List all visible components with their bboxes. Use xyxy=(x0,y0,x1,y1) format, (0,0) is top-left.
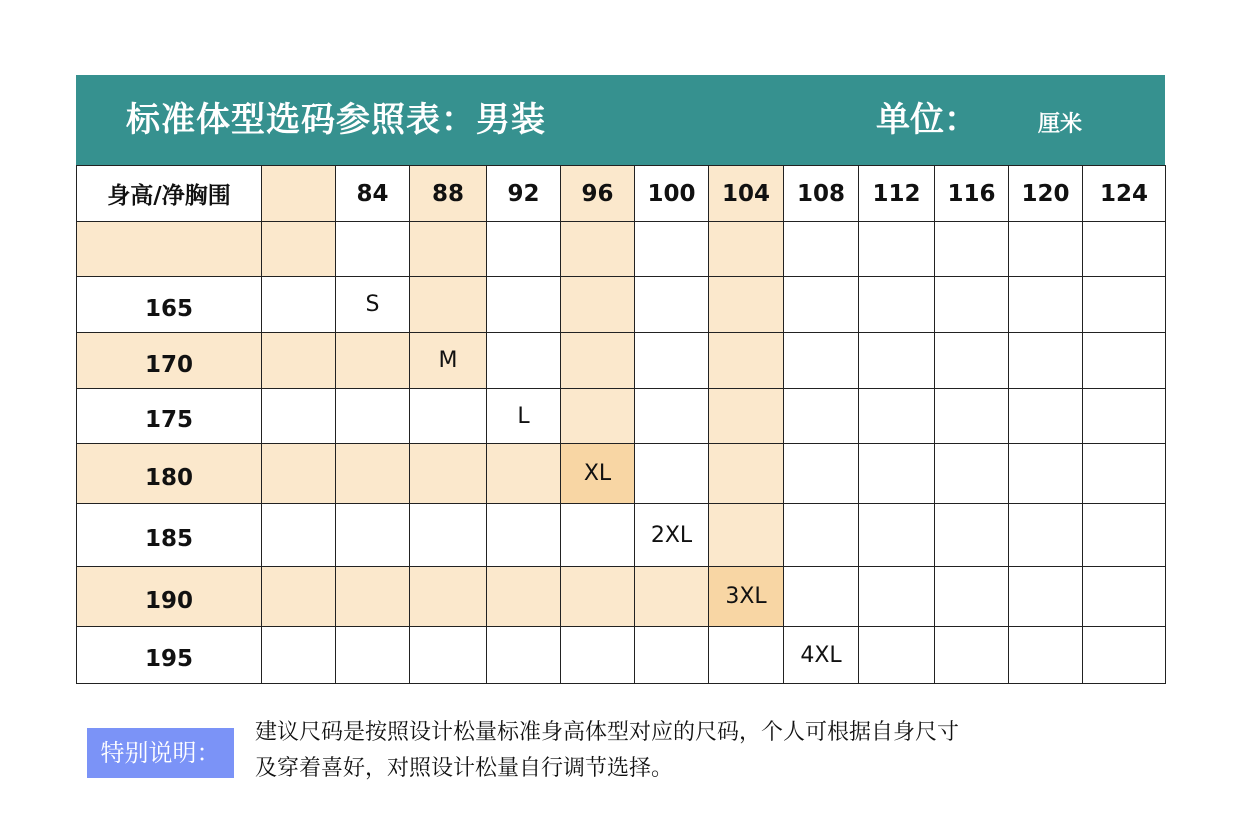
table-row xyxy=(77,389,1166,444)
table-cell xyxy=(336,222,410,277)
table-cell xyxy=(635,222,709,277)
table-cell xyxy=(709,333,784,389)
table-cell xyxy=(410,504,487,567)
row-height-label: 165 xyxy=(77,277,262,333)
table-cell xyxy=(1083,627,1166,684)
table-cell xyxy=(336,504,410,567)
table-cell xyxy=(784,504,859,567)
table-cell: XL xyxy=(561,444,635,504)
size-table xyxy=(76,165,1166,684)
table-cell: L xyxy=(487,389,561,444)
column-header: 112 xyxy=(859,166,935,222)
table-cell xyxy=(262,389,336,444)
row-height-label: 170 xyxy=(77,333,262,389)
table-cell xyxy=(262,504,336,567)
table-cell: S xyxy=(336,277,410,333)
table-cell xyxy=(561,389,635,444)
table-cell xyxy=(1083,444,1166,504)
column-header: 96 xyxy=(561,166,635,222)
table-cell xyxy=(1083,277,1166,333)
table-cell xyxy=(1083,333,1166,389)
table-cell xyxy=(1009,277,1083,333)
table-cell xyxy=(1009,333,1083,389)
column-header: 108 xyxy=(784,166,859,222)
column-header: 88 xyxy=(410,166,487,222)
table-cell xyxy=(935,389,1009,444)
row-height-label: 180 xyxy=(77,444,262,504)
table-cell xyxy=(859,444,935,504)
table-cell xyxy=(784,333,859,389)
table-cell xyxy=(935,277,1009,333)
table-cell xyxy=(635,277,709,333)
table-cell xyxy=(487,627,561,684)
table-header-row xyxy=(77,166,1166,222)
table-cell xyxy=(561,627,635,684)
table-cell xyxy=(561,222,635,277)
table-cell xyxy=(561,567,635,627)
table-cell xyxy=(935,444,1009,504)
table-cell xyxy=(935,504,1009,567)
column-header: 116 xyxy=(935,166,1009,222)
table-cell xyxy=(262,444,336,504)
table-cell xyxy=(709,389,784,444)
table-cell xyxy=(1083,222,1166,277)
table-cell xyxy=(1083,389,1166,444)
row-height-label: 195 xyxy=(77,627,262,684)
table-cell xyxy=(935,222,1009,277)
table-cell xyxy=(859,277,935,333)
table-cell xyxy=(262,277,336,333)
column-header: 124 xyxy=(1083,166,1166,222)
row-height-label: 190 xyxy=(77,567,262,627)
column-header: 100 xyxy=(635,166,709,222)
table-cell xyxy=(709,277,784,333)
table-cell xyxy=(709,444,784,504)
table-cell xyxy=(336,627,410,684)
table-cell xyxy=(336,567,410,627)
column-header: 120 xyxy=(1009,166,1083,222)
table-cell xyxy=(935,333,1009,389)
table-cell xyxy=(262,333,336,389)
table-cell xyxy=(410,389,487,444)
table-cell xyxy=(784,444,859,504)
table-row xyxy=(77,567,1166,627)
table-cell xyxy=(709,627,784,684)
table-cell xyxy=(635,389,709,444)
table-cell xyxy=(859,333,935,389)
row-height-label: 175 xyxy=(77,389,262,444)
table-cell xyxy=(487,222,561,277)
table-cell xyxy=(1009,567,1083,627)
table-cell xyxy=(561,277,635,333)
table-cell xyxy=(262,222,336,277)
table-cell: M xyxy=(410,333,487,389)
table-cell xyxy=(635,567,709,627)
table-cell xyxy=(410,567,487,627)
table-cell xyxy=(1009,222,1083,277)
table-cell xyxy=(487,277,561,333)
note-badge: 特别说明： xyxy=(87,728,234,778)
table-cell xyxy=(935,627,1009,684)
table-cell xyxy=(859,222,935,277)
table-cell xyxy=(859,389,935,444)
table-row xyxy=(77,627,1166,684)
column-header xyxy=(262,166,336,222)
table-row xyxy=(77,444,1166,504)
table-cell xyxy=(1009,504,1083,567)
table-row xyxy=(77,277,1166,333)
row-height-label xyxy=(77,222,262,277)
table-cell: 3XL xyxy=(709,567,784,627)
table-cell xyxy=(1009,444,1083,504)
table-row xyxy=(77,222,1166,277)
table-cell xyxy=(635,444,709,504)
table-cell xyxy=(784,567,859,627)
table-cell xyxy=(410,444,487,504)
column-header: 104 xyxy=(709,166,784,222)
table-cell xyxy=(336,389,410,444)
chart-title: 标准体型选码参照表：男装 xyxy=(126,100,546,140)
table-cell xyxy=(709,222,784,277)
table-cell xyxy=(784,277,859,333)
note-line-2: 及穿着喜好，对照设计松量自行调节选择。 xyxy=(255,756,674,781)
unit-label: 单位： xyxy=(876,100,978,140)
table-cell xyxy=(635,627,709,684)
table-cell xyxy=(410,222,487,277)
table-cell xyxy=(935,567,1009,627)
chart-header xyxy=(76,75,1165,165)
table-cell xyxy=(487,333,561,389)
table-cell: 2XL xyxy=(635,504,709,567)
table-cell xyxy=(487,444,561,504)
table-cell xyxy=(561,333,635,389)
table-cell xyxy=(635,333,709,389)
table-cell: 4XL xyxy=(784,627,859,684)
table-cell xyxy=(709,504,784,567)
table-cell xyxy=(1083,567,1166,627)
table-cell xyxy=(487,504,561,567)
table-cell xyxy=(1083,504,1166,567)
table-cell xyxy=(410,277,487,333)
table-cell xyxy=(859,627,935,684)
row-height-label: 185 xyxy=(77,504,262,567)
table-cell xyxy=(859,504,935,567)
table-cell xyxy=(859,567,935,627)
column-header: 84 xyxy=(336,166,410,222)
table-cell xyxy=(784,222,859,277)
table-cell xyxy=(410,627,487,684)
table-cell xyxy=(336,444,410,504)
note-text xyxy=(255,715,1155,787)
table-cell xyxy=(561,504,635,567)
column-header: 92 xyxy=(487,166,561,222)
table-cell xyxy=(1009,627,1083,684)
note-line-1: 建议尺码是按照设计松量标准身高体型对应的尺码，个人可根据自身尺寸 xyxy=(255,720,960,745)
table-row xyxy=(77,333,1166,389)
table-row xyxy=(77,504,1166,567)
corner-label: 身高/净胸围 xyxy=(77,166,262,222)
table-cell xyxy=(1009,389,1083,444)
table-cell xyxy=(262,627,336,684)
table-cell xyxy=(487,567,561,627)
unit-value: 厘米 xyxy=(1038,112,1083,137)
table-cell xyxy=(262,567,336,627)
table-cell xyxy=(784,389,859,444)
table-cell xyxy=(336,333,410,389)
